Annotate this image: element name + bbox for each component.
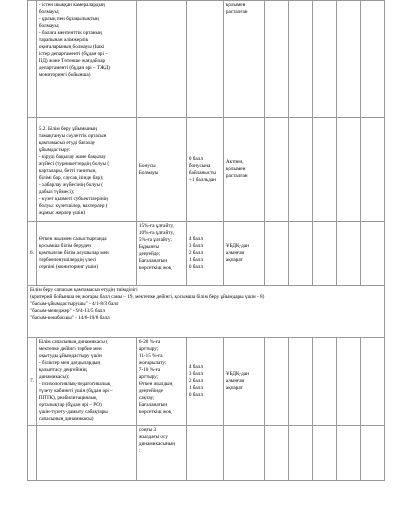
table-row: [28, 222, 385, 286]
indicator-cell: Бонусы Болмауы: [136, 118, 186, 222]
evaluation-table: [27, 0, 385, 481]
row-number: 7.: [28, 338, 37, 426]
source-cell: ҰБДҚ-дан алынған ақпарат: [223, 222, 264, 286]
source-cell: Актпен, қолымен расталған: [223, 118, 264, 222]
points-cell: 4 балл 3 балл 2 балл 1 балл 0 балл: [186, 222, 223, 286]
table-row: [28, 338, 385, 426]
indicator-cell: 15%-ға ұлғайту, 10%-ға ұлғайту, 5%-ға ұлғайту; Бұрынғы деңгейде; Бағаланатын көрсеткіш жоқ: [136, 222, 186, 286]
table-row: [28, 286, 385, 338]
row-number: 6.: [28, 222, 37, 286]
table-row: [28, 118, 385, 222]
table-row: [28, 1, 385, 118]
indicator-cell: соңғы 3 жылдағы осу динамикасының :: [136, 426, 186, 481]
quality-note: Білім беру сапасын қамтамасыз етудің тиімділігі (критерий бойынша ең жоғары балл саны – 19, мектепке дейінгі, қосымша білім беру ұйымдары үшін - 8) "басым-ұйымдастырушы" - 4/1-8/3 балл "басым-менеджер" - 9/4-13/5 балл "басым-көшбасшы" - 14/6-19/8 балл: [28, 286, 385, 338]
criteria-cell: - істен шыққан камералардың болмауы; - ұрлық пен бұзақылықтың болмауы; - балаға ментенттік ортаның тарапынан әлімжерлік оқиғаларының болмауы (Ішкі істер департаменті (бұдан әрі – ІІД) және Төтенше жағдайлар департаменті (бұдан әрі – ТЖД) мониторингі бойынша): [36, 1, 136, 118]
criteria-cell: 5.2. Білім беру ұйымының тамақтануы сәулеттік ортасын қамтамасыз етуді бағалау ұйымдастыру: - кіруді бақылау және бақылау жүйесі (турникеттердің болуы ( карталары, бетті танитын, білімі бар, саусақ ізінде бар); - хабарлау жүйесінің болуы ( дабыл түймесі); - күзет қызметі субъектілерінің болуы: күзетшілер, вахтерлер ( жұмыс жерлер үшін): [36, 118, 136, 222]
source-cell: қолымен расталған: [223, 1, 264, 118]
indicator-cell: 6-20 %-ға арттыру; 11-15 %-ға жоғарылату; 7-10 %-ға арттыру; Өткен жылдың деңгейінде сақтау; Бағаланатын көрсеткіш жоқ: [136, 338, 186, 426]
criteria-cell: Білім сапасының динамикасы ( мектепке дейінгі тәрбие мен оқытуды ұйымдастыру үшін - біліктер мен дағдылардың қалыптасу деңгейінің динамикасы); - психологиялық-педагогикалық түзету кабинеті үшін (бұдан әрі – ППТК), реабилитациялық орталықтар (бұдан әрі – РО) үшін-түзету-дамыту сабақтары сапасының динамикасы): [36, 338, 136, 426]
table-row: [28, 426, 385, 481]
points-cell: 4 балл 3 балл 2 балл 1 балл 0 балл: [186, 338, 223, 426]
source-cell: ҰБДҚ-дан алынған ақпарат: [223, 338, 264, 426]
points-cell: 0 балл бонусына байланысты +1 балльдан: [186, 118, 223, 222]
criteria-cell: Өткен жылмен салыстырғанда қосымша білім беруден қамтылған білім алушылар мен тәрбиеленушілердің үлесі серпіні (мониторинг үшін): [36, 222, 136, 286]
